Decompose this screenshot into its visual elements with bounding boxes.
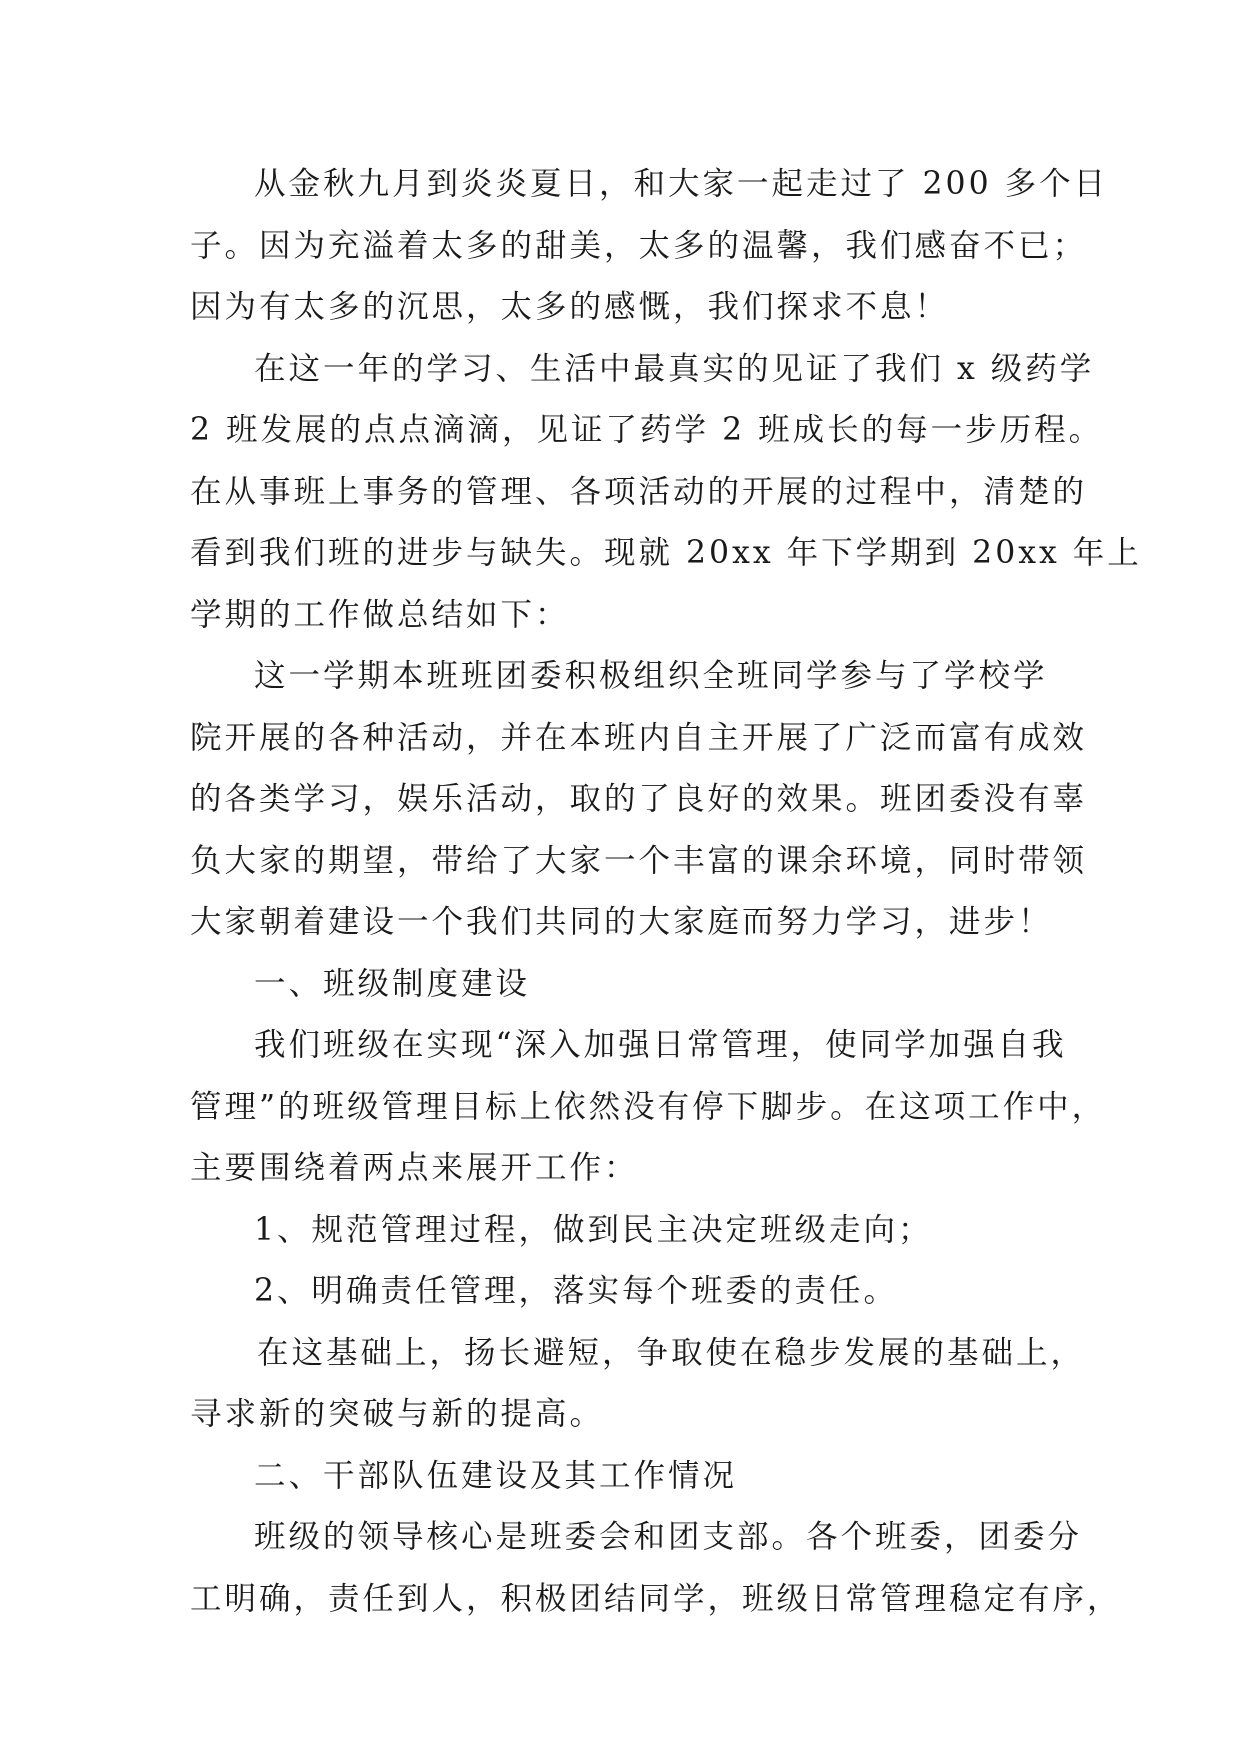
list-item-1 <box>190 1200 1060 1262</box>
text-line: 学期的工作做总结如下： <box>190 596 570 633</box>
document-body <box>190 154 1142 1630</box>
list-item-2 <box>190 1261 1060 1323</box>
paragraph-activities <box>190 646 1088 954</box>
text-line: 子。因为充溢着太多的甜美，太多的温馨，我们感奋不已； <box>190 227 1088 264</box>
paragraph-management-goal <box>190 1015 1107 1200</box>
paragraph-witness <box>190 339 1142 647</box>
paragraph-foundation <box>190 1323 1086 1446</box>
section-heading-1 <box>190 954 1060 1016</box>
text-line: 在从事班上事务的管理、各项活动的开展的过程中，清楚的 <box>190 473 1088 510</box>
text-line: 工明确，责任到人，积极团结同学，班级日常管理稳定有序， <box>190 1580 1122 1617</box>
text-line: 寻求新的突破与新的提高。 <box>190 1396 605 1432</box>
text-line: 从金秋九月到炎炎夏日，和大家一起走过了 200 多个日 <box>254 166 1109 202</box>
heading-line: 二、干部队伍建设及其工作情况 <box>254 1457 738 1494</box>
text-line: 主要围绕着两点来展开工作： <box>190 1150 639 1186</box>
paragraph-intro <box>190 154 1109 339</box>
section-heading-2 <box>190 1446 1060 1508</box>
text-line: 2 班发展的点点滴滴，见证了药学 2 班成长的每一步历程。 <box>190 412 1104 448</box>
text-line: 这一学期本班班团委积极组织全班同学参与了学校学 <box>254 658 1048 694</box>
text-line: 负大家的期望，带给了大家一个丰富的课余环境，同时带领 <box>190 842 1088 879</box>
text-line: 在这一年的学习、生活中最真实的见证了我们 x 级药学 <box>254 350 1095 387</box>
text-line: 2、明确责任管理，落实每个班委的责任。 <box>254 1273 899 1309</box>
text-line: 我们班级在实现“深入加强日常管理，使同学加强自我 <box>254 1027 1067 1063</box>
text-line: 在这基础上，扬长避短，争取使在稳步发展的基础上， <box>257 1334 1086 1371</box>
text-line: 1、规范管理过程，做到民主决定班级走向； <box>254 1211 933 1248</box>
text-line: 的各类学习，娱乐活动，取的了良好的效果。班团委没有辜 <box>190 781 1088 817</box>
text-line: 班级的领导核心是班委会和团支部。各个班委，团委分 <box>254 1519 1083 1555</box>
text-line: 因为有太多的沉思，太多的感慨，我们探求不息！ <box>190 289 950 325</box>
text-line: 院开展的各种活动，并在本班内自主开展了广泛而富有成效 <box>190 719 1088 756</box>
text-line: 管理”的班级管理目标上依然没有停下脚步。在这项工作中， <box>190 1088 1107 1125</box>
paragraph-leadership <box>190 1507 1122 1630</box>
text-line: 大家朝着建设一个我们共同的大家庭而努力学习，进步！ <box>190 904 1053 940</box>
text-line: 看到我们班的进步与缺失。现就 20xx 年下学期到 20xx 年上 <box>190 535 1142 571</box>
heading-line: 一、班级制度建设 <box>254 965 531 1002</box>
